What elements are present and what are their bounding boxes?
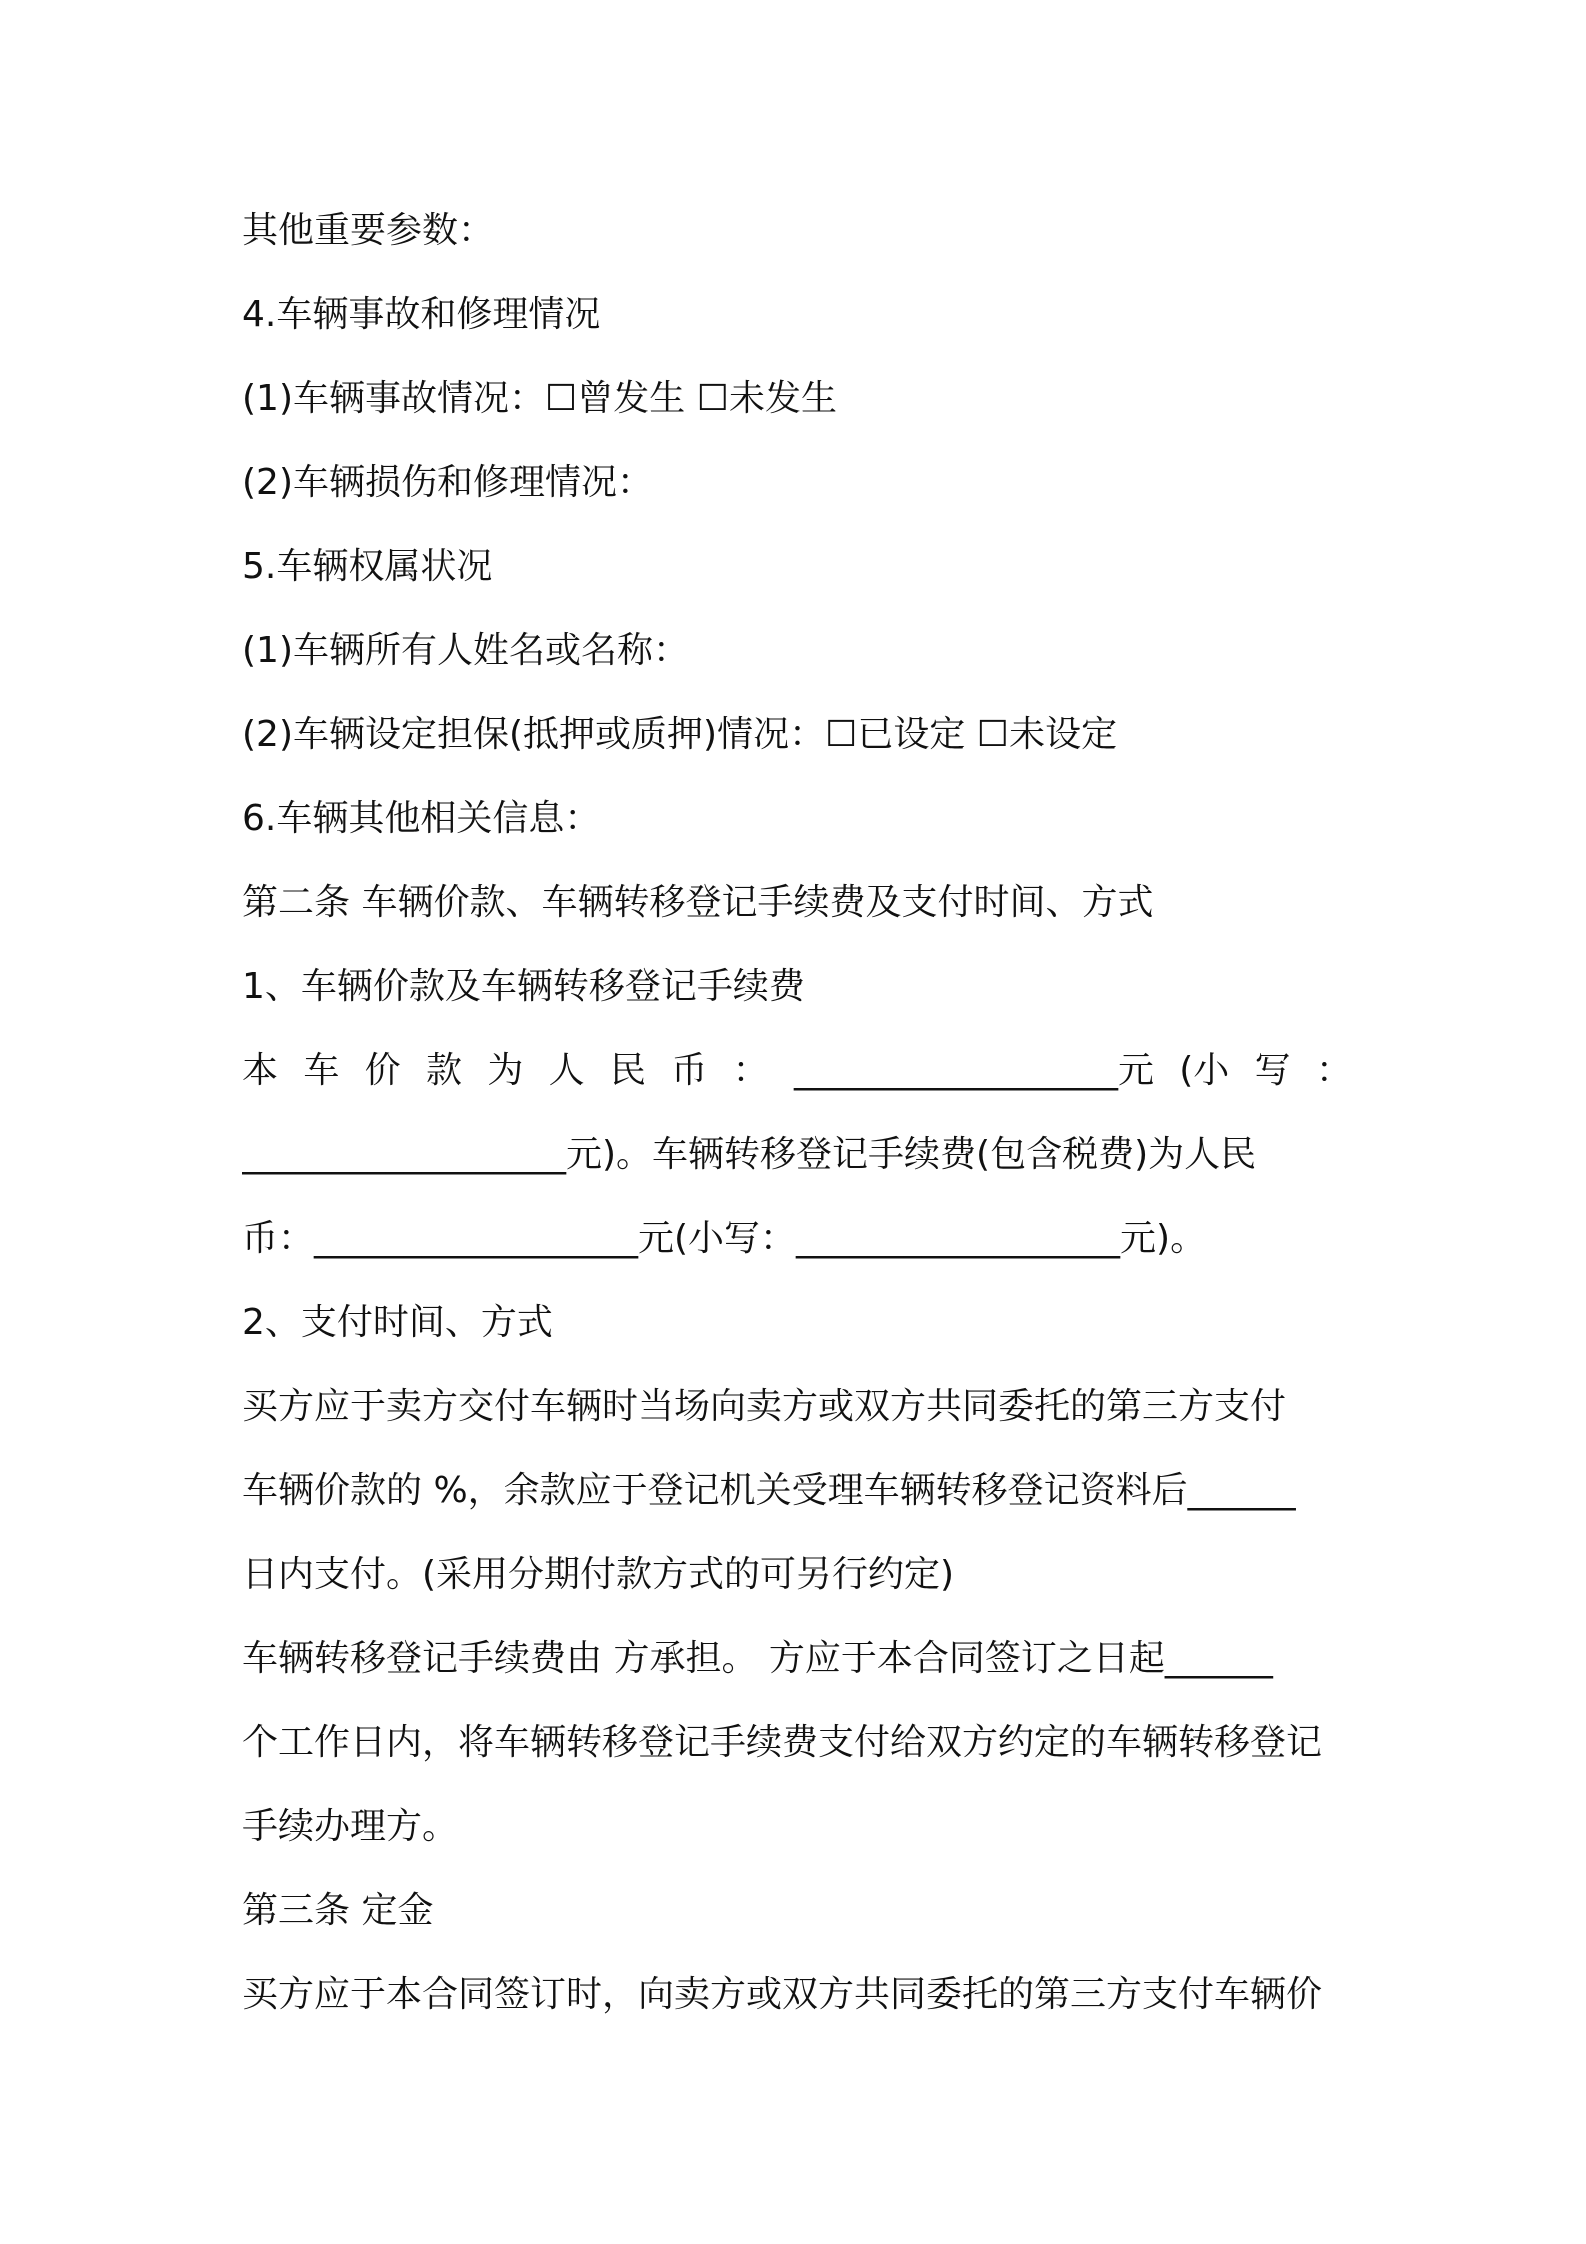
price-char: 币 bbox=[671, 1050, 708, 1091]
price-char: ： bbox=[732, 1050, 769, 1091]
price-char: ： bbox=[1315, 1050, 1352, 1091]
text-line-fee-bearer-1: 车辆转移登记手续费由 方承担。 方应于本合同签订之日起______ bbox=[242, 1638, 1273, 1679]
price-char: 车 bbox=[303, 1050, 340, 1091]
article-three-title: 第三条 定金 bbox=[242, 1890, 434, 1931]
text-line-payment-1: 买方应于卖方交付车辆时当场向卖方或双方共同委托的第三方支付 bbox=[242, 1386, 1287, 1427]
text-line-other-params: 其他重要参数： bbox=[242, 210, 495, 251]
text-line-deposit: 买方应于本合同签订时，向卖方或双方共同委托的第三方支付车辆价 bbox=[242, 1974, 1323, 2015]
heading-accident-repair: 4.车辆事故和修理情况 bbox=[242, 294, 601, 335]
price-char: (小 bbox=[1179, 1050, 1230, 1091]
text-line-guarantee-status: (2)车辆设定担保(抵押或质押)情况：☐已设定 ☐未设定 bbox=[242, 714, 1118, 755]
text-line-owner-name: (1)车辆所有人姓名或名称： bbox=[242, 630, 689, 671]
price-char: 写 bbox=[1254, 1050, 1291, 1091]
section-price-fee: 1、车辆价款及车辆转移登记手续费 bbox=[242, 966, 805, 1007]
section-payment-time: 2、支付时间、方式 bbox=[242, 1302, 553, 1343]
text-line-fee-bearer-2: 个工作日内，将车辆转移登记手续费支付给双方约定的车辆转移登记 bbox=[242, 1722, 1323, 1763]
text-line-accident-status: (1)车辆事故情况：☐曾发生 ☐未发生 bbox=[242, 378, 837, 419]
price-char: 本 bbox=[242, 1050, 279, 1091]
text-line-fee-rmb: __________________元)。车辆转移登记手续费(包含税费)为人民 bbox=[242, 1134, 1257, 1175]
price-blank-field: __________________元 bbox=[793, 1050, 1154, 1091]
text-line-damage-repair: (2)车辆损伤和修理情况： bbox=[242, 462, 653, 503]
price-char: 价 bbox=[364, 1050, 401, 1091]
heading-other-info: 6.车辆其他相关信息： bbox=[242, 798, 601, 839]
price-char: 人 bbox=[548, 1050, 585, 1091]
text-line-payment-3: 日内支付。(采用分期付款方式的可另行约定) bbox=[242, 1554, 955, 1595]
price-char: 款 bbox=[425, 1050, 462, 1091]
heading-ownership: 5.车辆权属状况 bbox=[242, 546, 493, 587]
article-two-title: 第二条 车辆价款、车辆转移登记手续费及支付时间、方式 bbox=[242, 882, 1154, 923]
price-char: 民 bbox=[609, 1050, 646, 1091]
text-line-payment-2: 车辆价款的 %，余款应于登记机关受理车辆转移登记资料后______ bbox=[242, 1470, 1296, 1511]
price-char: 为 bbox=[487, 1050, 524, 1091]
text-line-fee-amount: 币：__________________元(小写：__________________元)。 bbox=[242, 1218, 1207, 1259]
text-line-fee-bearer-3: 手续办理方。 bbox=[242, 1806, 459, 1847]
text-line-price-amount bbox=[242, 1047, 1352, 1095]
